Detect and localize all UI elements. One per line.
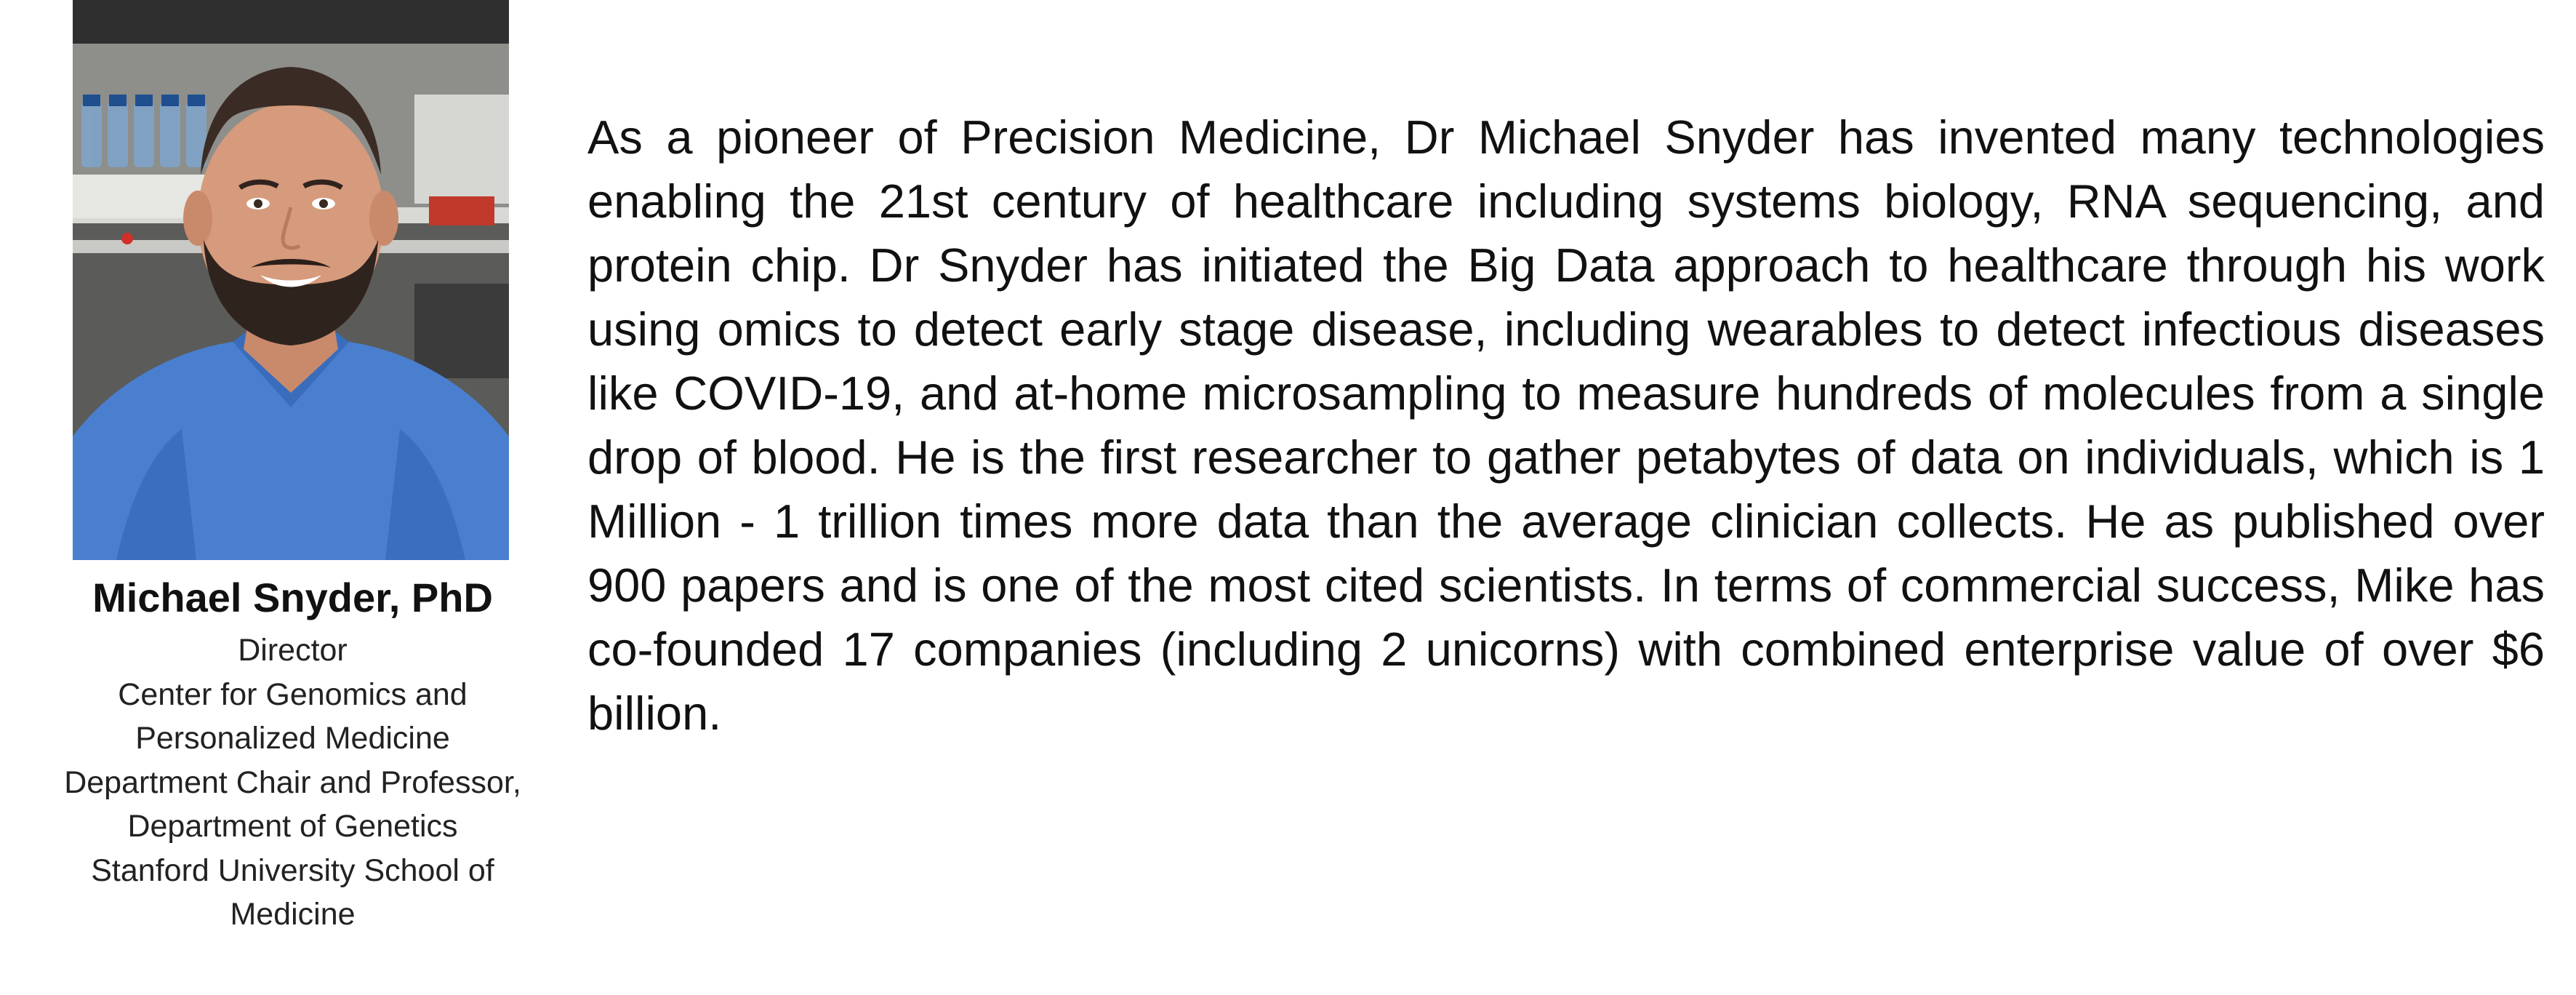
title-line: Stanford University School of xyxy=(91,852,494,888)
profile-name: Michael Snyder, PhD xyxy=(92,575,493,620)
title-line: Personalized Medicine xyxy=(135,721,450,756)
bio-paragraph: As a pioneer of Precision Medicine, Dr Michael Snyder has invented many technologies enabling the 21st century of healthcare including systems biology, RNA sequencing, and protein chip. Dr Snyder has initiated the Big Data approach to healthcare through his work using omics to detect early stage disease, including wearables to detect infectious diseases like COVID-19, and at-home microsampling to measure hundreds of molecules from a single drop of blood. He is the first researcher to gather petabytes of data on individuals, which is 1 Million - 1 trillion times more data than the average clinician collects. He as published over 900 papers and is one of the most cited scientists. In terms of commercial success, Mike has co-founded 17 companies (including 2 unicorns) with combined enterprise value of over $6 billion. xyxy=(587,111,2545,740)
title-line: Center for Genomics and xyxy=(118,676,468,712)
title-line: Director xyxy=(238,633,348,668)
portrait-photo xyxy=(73,0,509,560)
title-line: Department of Genetics xyxy=(127,809,458,844)
profile-title xyxy=(22,628,563,937)
title-line: Medicine xyxy=(230,897,356,932)
title-line: Department Chair and Professor, xyxy=(64,764,521,800)
profile-column xyxy=(22,0,563,937)
